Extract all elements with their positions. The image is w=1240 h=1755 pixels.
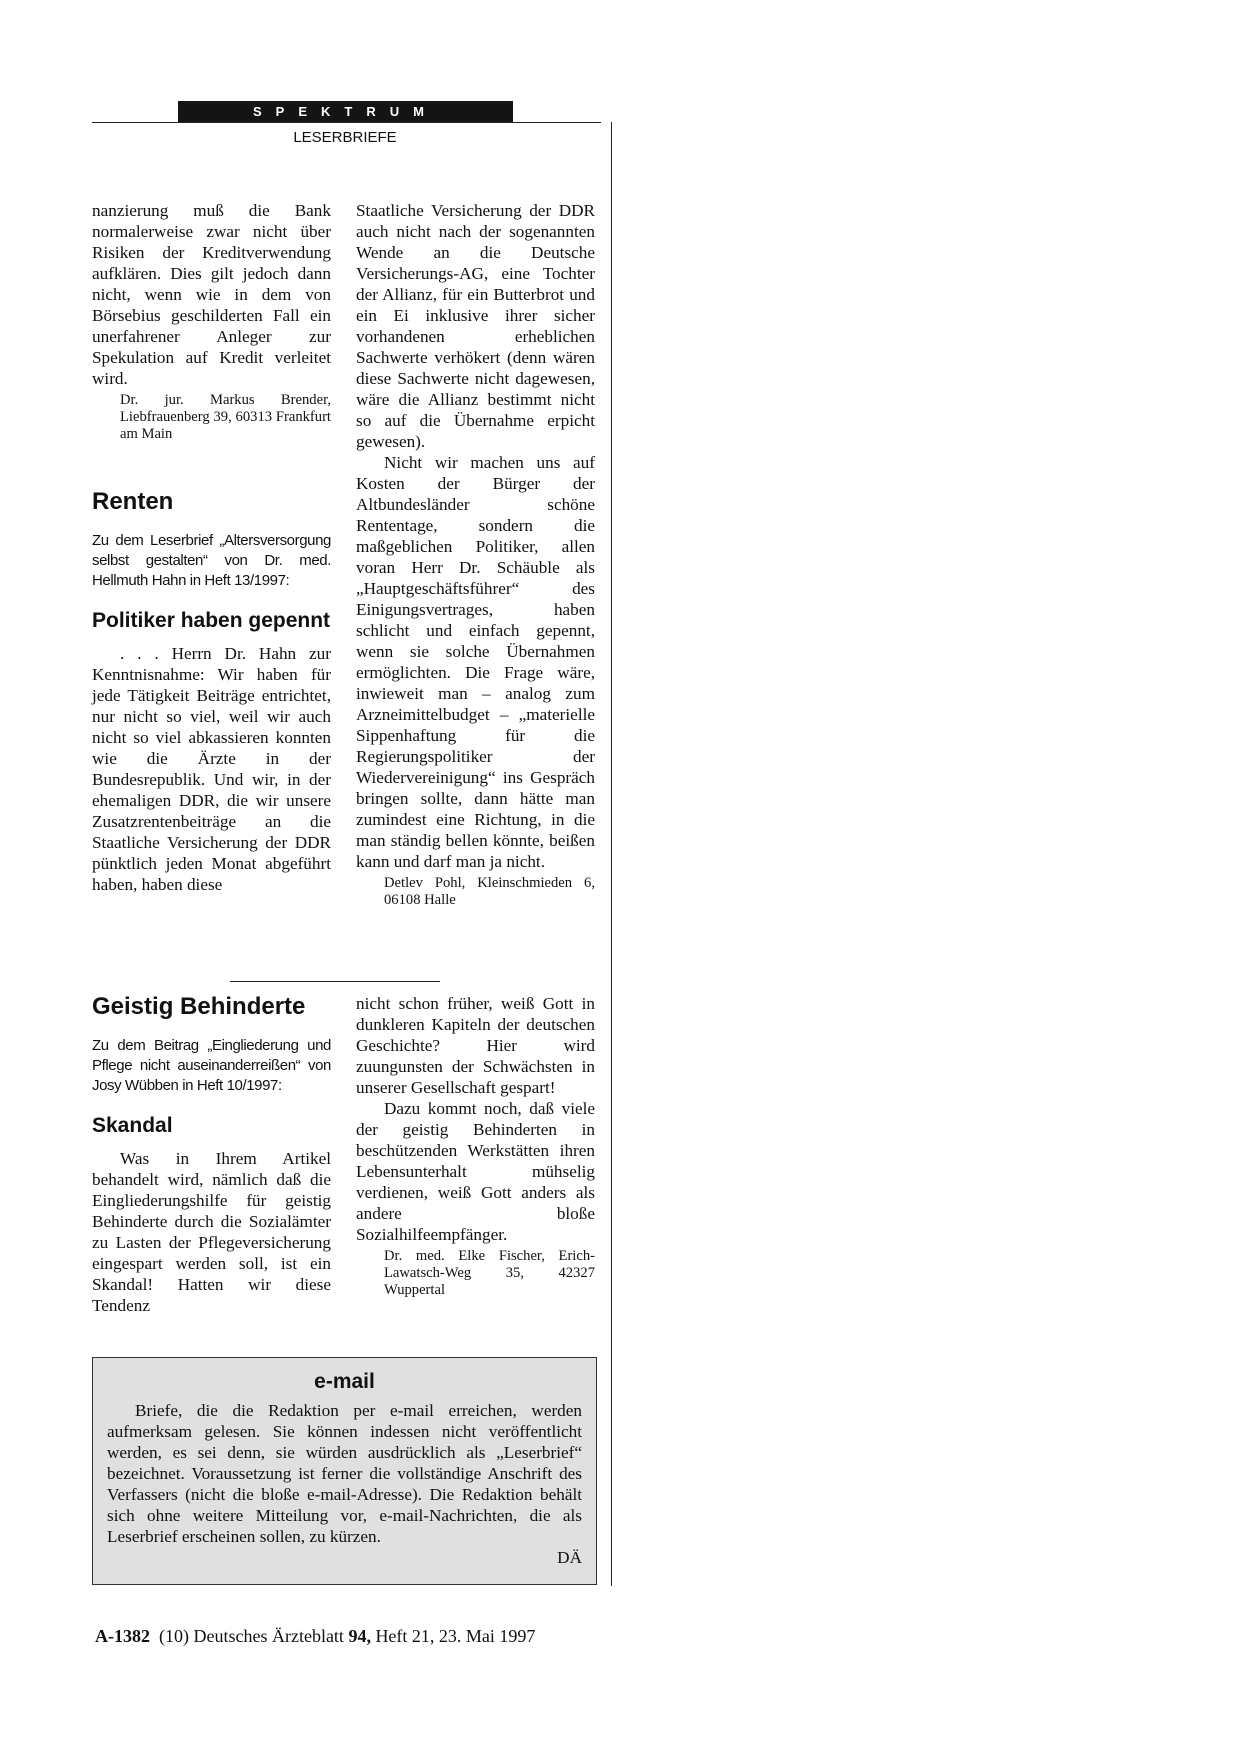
behinderte-heading: Geistig Behinderte	[92, 993, 306, 1020]
section-divider	[230, 981, 440, 982]
journal-name: (10) Deutsches Ärzteblatt	[159, 1626, 344, 1646]
email-box-sign: DÄ	[557, 1548, 582, 1567]
section-label: LESERBRIEFE	[293, 129, 397, 146]
column-right-top	[356, 200, 595, 909]
renten-heading: Renten	[92, 488, 174, 515]
column-right-bottom	[356, 993, 595, 1299]
renten-subheading: Politiker haben gepennt	[92, 609, 331, 632]
renten-paragraph-2: Staatliche Versicherung der DDR auch nicht nach der sogenannten Wende an die Deutsche Versicherungs-AG, eine Tochter der Allianz, für ein Butterbrot und ein Ei inklusive ihrer sicher vorhandenen erheblichen Sachwerte verhökert (denn wären diese Sachwerte nicht dagewesen, wäre die Allianz bestimmt nicht so auf die Übernahme erpicht gewesen).	[356, 201, 595, 451]
page-number: A-1382	[95, 1626, 150, 1646]
renten-paragraph-1: . . . Herrn Dr. Hahn zur Kenntnisnahme: Wir haben für jede Tätigkeit Beiträge entrichtet, nur nicht so viel, weil wir auch nicht so viel abkassieren konnten wie die Ärzte in der Bundesrepublik. Und wir, in der ehemaligen DDR, die wir unsere Zusatzrentenbeiträge an die Staatliche Versicherung der DDR pünktlich jeden Monat abgeführt haben, haben diese	[92, 644, 331, 894]
page-footer	[95, 1626, 535, 1647]
column-rule	[611, 122, 612, 1586]
renten-lead: Zu dem Leserbrief „Altersversorgung selbst gestalten“ von Dr. med. Hellmuth Hahn in Heft 13/1997:	[92, 532, 331, 589]
issue-date: Heft 21, 23. Mai 1997	[375, 1626, 536, 1646]
behinderte-paragraph-3: Dazu kommt noch, daß viele der geistig Behinderten in beschützenden Werkstätten ihren Lebensunterhalt mühselig verdienen, weiß Gott anders als andere bloße Sozialhilfeempfänger.	[356, 1099, 595, 1244]
column-left-top	[92, 200, 331, 895]
renten-paragraph-3: Nicht wir machen uns auf Kosten der Bürger der Altbundesländer schöne Rententage, sondern die maßgeblichen Politiker, allen voran Herr Dr. Schäuble als „Hauptgeschäftsführer“ des Einigungsvertrages, haben schlicht und einfach gepennt, wenn sie solche Übernahmen ermöglichten. Die Frage wäre, inwieweit man – analog zum Arzneimittelbudget – „materielle Sippenhaftung für die Regierungspolitiker der Wiedervereinigung“ ins Gespräch bringen sollte, dann hätte man zumindest eine Richtung, in die man ständig bellen könnte, beißen kann und darf man ja nicht.	[356, 453, 595, 871]
behinderte-paragraph-1: Was in Ihrem Artikel behandelt wird, nämlich daß die Eingliederungshilfe für geistig Behinderte durch die Sozialämter zu Lasten der Pflegeversicherung eingespart werden soll, ist ein Skandal! Hatten wir diese Tendenz	[92, 1149, 331, 1315]
section-banner: SPEKTRUM	[178, 101, 513, 122]
email-info-box	[92, 1357, 597, 1585]
behinderte-lead: Zu dem Beitrag „Eingliederung und Pflege nicht auseinanderreißen“ von Josy Wübben in Heft 10/1997:	[92, 1037, 331, 1094]
behinderte-subheading: Skandal	[92, 1114, 173, 1137]
behinderte-signature: Dr. med. Elke Fischer, Erich-Lawatsch-Weg 35, 42327 Wuppertal	[384, 1248, 595, 1298]
column-left-bottom	[92, 992, 331, 1316]
behinderte-paragraph-2: nicht schon früher, weiß Gott in dunkleren Kapiteln der deutschen Geschichte? Hier wird zuungunsten der Schwächsten in unserer Gesellschaft gespart!	[356, 994, 595, 1097]
header-rule	[92, 122, 601, 123]
renten-signature: Detlev Pohl, Kleinschmieden 6, 06108 Halle	[384, 875, 595, 908]
email-box-text: Briefe, die die Redaktion per e-mail erreichen, werden aufmerksam gelesen. Sie können indessen nicht veröffentlicht werden, es sei denn, sie würden ausdrücklich als „Leserbrief“ bezeichnet. Voraussetzung ist ferner die vollständige Anschrift des Verfassers (nicht die bloße e-mail-Adresse). Die Redaktion behält sich ohne weitere Mitteilung vor, e-mail-Nachrichten, die als Leserbrief erscheinen sollen, zu kürzen.	[107, 1401, 582, 1546]
email-box-title: e-mail	[314, 1370, 375, 1393]
journal-volume: 94,	[348, 1626, 371, 1646]
letter-signature: Dr. jur. Markus Brender, Liebfrauenberg 39, 60313 Frankfurt am Main	[120, 392, 331, 442]
letter-continuation-text: nanzierung muß die Bank normalerweise zwar nicht über Risiken der Kreditverwendung aufklären. Dies gilt jedoch dann nicht, wenn wie in dem von Börsebius geschilderten Fall ein unerfahrener Anleger zur Spekulation auf Kredit verleitet wird.	[92, 201, 331, 388]
